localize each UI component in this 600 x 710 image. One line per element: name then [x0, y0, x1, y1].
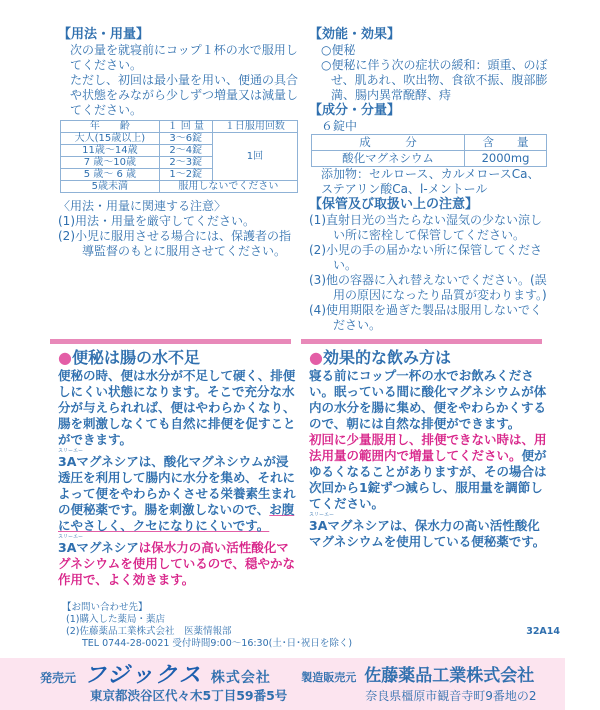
contact-phone: TEL 0744-28-0021 受付時間9:00〜16:30(土･日･祝日を除く)	[82, 638, 353, 649]
top-row	[0, 27, 600, 333]
pink-divider	[50, 339, 291, 344]
brand-name	[58, 534, 139, 555]
table-header: １ 回 量	[159, 121, 212, 133]
storage-item: (4)使用期限を過ぎた製品は服用しないでください。	[309, 303, 542, 332]
underlined-text: お腹にやさしく、クセになりにくいです。	[58, 502, 295, 533]
section-text	[58, 534, 299, 588]
table-cell: 大人(15歳以上)	[61, 133, 160, 145]
dosage-text-2: ただし、初回は最小量を用い、便通の具合や状態をみながら少しずつ増量又は減量してください。	[70, 73, 299, 117]
contact-title: 【お問い合わせ先】	[62, 602, 148, 613]
notes-title: 〈用法・用量に関連する注意〉	[58, 199, 227, 213]
bullet-dot-icon: ●	[309, 348, 323, 367]
ingredients-title: 【成分・分量】	[309, 103, 401, 118]
seller-suffix: 株式会社	[210, 670, 271, 686]
pink-divider-row	[0, 339, 600, 344]
table-cell: 2000mg	[465, 151, 547, 167]
ingredients-table	[311, 134, 547, 167]
table-cell: 5 歳〜 6 歳	[61, 169, 160, 181]
brand-ruby: スリーエー	[58, 448, 84, 454]
maker-name: 佐藤薬品工業株式会社	[364, 666, 535, 686]
storage-item: (3)他の容器に入れ替えないでください。(誤用の原因になったり品質が変わります。)	[309, 273, 547, 302]
seller-address: 東京都渋谷区代々木5丁目59番5号	[90, 688, 288, 703]
product-code: 32A14	[526, 626, 560, 637]
table-cell: 服用しないでください	[159, 181, 297, 193]
table-cell: 1〜2錠	[159, 169, 212, 181]
footer-band	[0, 658, 565, 710]
section-text: 寝る前にコップ一杯の水でお飲みください。眠っている間に酸化マグネシウムが体内の水分を腸に集め、便をやわらかくするので、朝には自然な排便ができます。	[309, 368, 547, 431]
contact-row	[0, 588, 600, 654]
seller-block	[40, 664, 287, 704]
section-constipation	[58, 348, 299, 588]
table-cell: 3〜6錠	[159, 133, 212, 145]
table-cell: 1回	[212, 133, 297, 181]
storage-title: 【保管及び取扱い上の注意】	[309, 197, 479, 212]
dosage-title: 【用法・用量】	[58, 27, 150, 42]
table-cell: 5歳未満	[61, 181, 160, 193]
seller-logo: フジックス	[84, 663, 203, 688]
bullet-dot-icon: ●	[58, 348, 72, 367]
text: は、酸化マグネシウムが浸透圧を利用して腸内に水分を集め、それによって便をやわらかくさせる栄養素生まれの便秘薬です。腸を刺激しないので、	[58, 454, 296, 517]
section-text	[309, 432, 550, 512]
pink-text: 初回に少量服用し、排便できない時は、用法用量の範囲内で増量してください。	[309, 432, 547, 463]
table-row	[61, 133, 298, 145]
text: は、保水力の高い活性酸化マグネシウムを使用している便秘薬です。	[309, 518, 546, 549]
middle-row	[0, 348, 600, 588]
table-header: 年 齢	[61, 121, 160, 133]
table-cell: 11歳〜14歳	[61, 145, 160, 157]
table-row	[312, 151, 547, 167]
section-how-to-take	[309, 348, 550, 588]
dosage-section	[58, 27, 299, 333]
maker-label: 製造販売元	[301, 671, 357, 684]
text: は保水力の高い活性酸化マグネシウムを使用しているので、穏やかな作用で、よく効きます。	[58, 540, 296, 587]
contact-line: (2)佐藤薬品工業株式会社 医薬情報部	[66, 626, 232, 637]
right-top-section	[309, 27, 550, 333]
additives: 添加物：セルロース、カルメロースCa、ステアリン酸Ca、l-メントール	[321, 167, 540, 196]
storage-item: (1)直射日光の当たらない湿気の少ない涼しい所に密栓して保管してください。	[309, 213, 542, 242]
brand-ruby: スリーエー	[309, 512, 335, 518]
table-header: 含 量	[465, 135, 547, 151]
section-text	[58, 448, 299, 534]
effects-title: 【効能・効果】	[309, 27, 401, 42]
brand-text: 3Aマグネシア	[58, 454, 139, 469]
maker-address: 奈良県橿原市観音寺町9番地の2	[365, 689, 537, 703]
section-title: 効果的な飲み方は	[322, 348, 451, 367]
note-item: (1)用法・用量を厳守してください。	[58, 214, 255, 228]
brand-name	[309, 512, 390, 533]
effect-item: ○便秘に伴う次の症状の緩和：頭重、のぼせ、肌あれ、吹出物、食欲不振、腹部膨満、腸内異常醗酵、痔	[321, 58, 548, 102]
section-text: 便秘の時、便は水分が不足して硬く、排便しにくい状態になります。そこで充分な水分が与えられれば、便はやわらかくなり、腸を刺激しなくても自然に排便を促すことができます。	[58, 368, 296, 447]
ingredients-per: ６錠中	[321, 119, 358, 133]
table-cell: 2〜4錠	[159, 145, 212, 157]
effect-item: ○便秘	[321, 43, 356, 57]
brand-ruby: スリーエー	[58, 534, 84, 540]
dosage-table	[60, 120, 298, 193]
table-row	[61, 181, 298, 193]
pink-divider	[301, 339, 542, 344]
table-header: １日服用回数	[212, 121, 297, 133]
brand-name	[58, 448, 139, 469]
brand-text: 3Aマグネシア	[58, 540, 139, 555]
table-cell: 酸化マグネシウム	[312, 151, 465, 167]
maker-block	[301, 664, 536, 704]
section-text	[309, 512, 550, 550]
seller-label: 発売元	[40, 671, 77, 685]
text: 便がゆるくなることがありますが、その場合は次回から1錠ずつ減らし、服用量を調節してください。	[309, 448, 547, 511]
contact-line: (1)購入した薬局・薬店	[66, 614, 165, 625]
section-title: 便秘は腸の水不足	[71, 348, 200, 367]
table-header: 成 分	[312, 135, 465, 151]
dosage-text-1: 次の量を就寝前にコップ１杯の水で服用してください。	[70, 43, 298, 72]
storage-item: (2)小児の手の届かない所に保管してください。	[309, 243, 542, 272]
table-cell: 7 歳〜10歳	[61, 157, 160, 169]
note-item: (2)小児に服用させる場合には、保護者の指導監督のもとに服用させてください。	[58, 229, 291, 258]
brand-text: 3Aマグネシア	[309, 518, 390, 533]
table-cell: 2〜3錠	[159, 157, 212, 169]
contact-section	[62, 602, 352, 650]
